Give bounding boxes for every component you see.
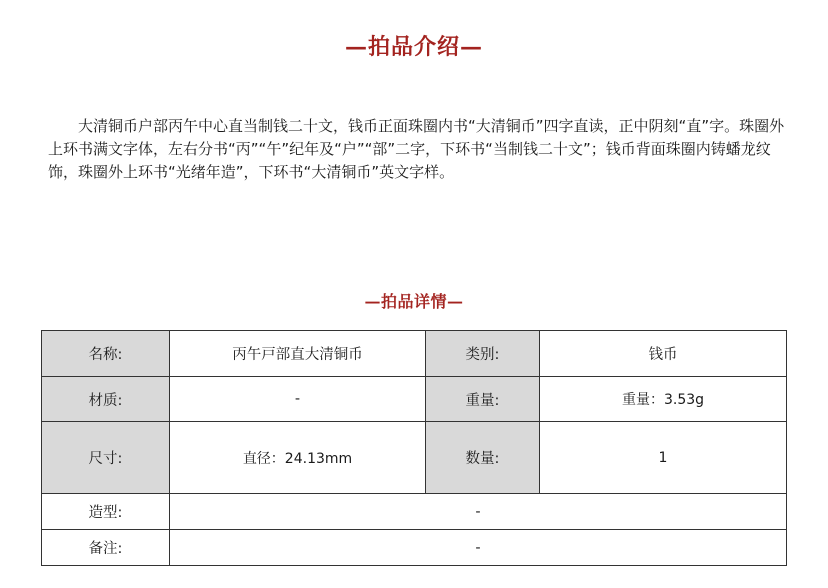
remarks-label: 备注: <box>42 530 170 566</box>
intro-text: 大清铜币户部丙午中心直当制钱二十文，钱币正面珠圈内书“大清铜币”四字直读，正中阴刻“直”字。珠圈外上环书满文字体，左右分书“丙”“午”纪年及“户”“部”二字，下环书“当制钱二十文”；钱币背面珠圈内铸蟠龙纹饰，珠圈外上环书“光绪年造”，下环书“大清铜币”英文字样。 <box>48 117 785 181</box>
quantity-value: 1 <box>540 422 787 494</box>
weight-value: 重量：3.53g <box>540 377 787 422</box>
details-table <box>41 330 787 566</box>
category-value: 钱币 <box>540 331 787 377</box>
shape-value: - <box>170 494 787 530</box>
details-title: —拍品详情— <box>364 292 464 311</box>
category-label: 类别: <box>426 331 540 377</box>
weight-label: 重量: <box>426 377 540 422</box>
name-value: 丙午戸部直大清铜币 <box>170 331 426 377</box>
shape-label: 造型: <box>42 494 170 530</box>
material-label: 材质: <box>42 377 170 422</box>
size-label: 尺寸: <box>42 422 170 494</box>
size-value: 直径：24.13mm <box>170 422 426 494</box>
table-row <box>42 494 787 530</box>
material-value: - <box>170 377 426 422</box>
remarks-value: - <box>170 530 787 566</box>
name-label: 名称: <box>42 331 170 377</box>
intro-title: —拍品介绍— <box>344 34 483 60</box>
table-row <box>42 377 787 422</box>
table-row <box>42 530 787 566</box>
table-row <box>42 422 787 494</box>
table-row <box>42 331 787 377</box>
quantity-label: 数量: <box>426 422 540 494</box>
